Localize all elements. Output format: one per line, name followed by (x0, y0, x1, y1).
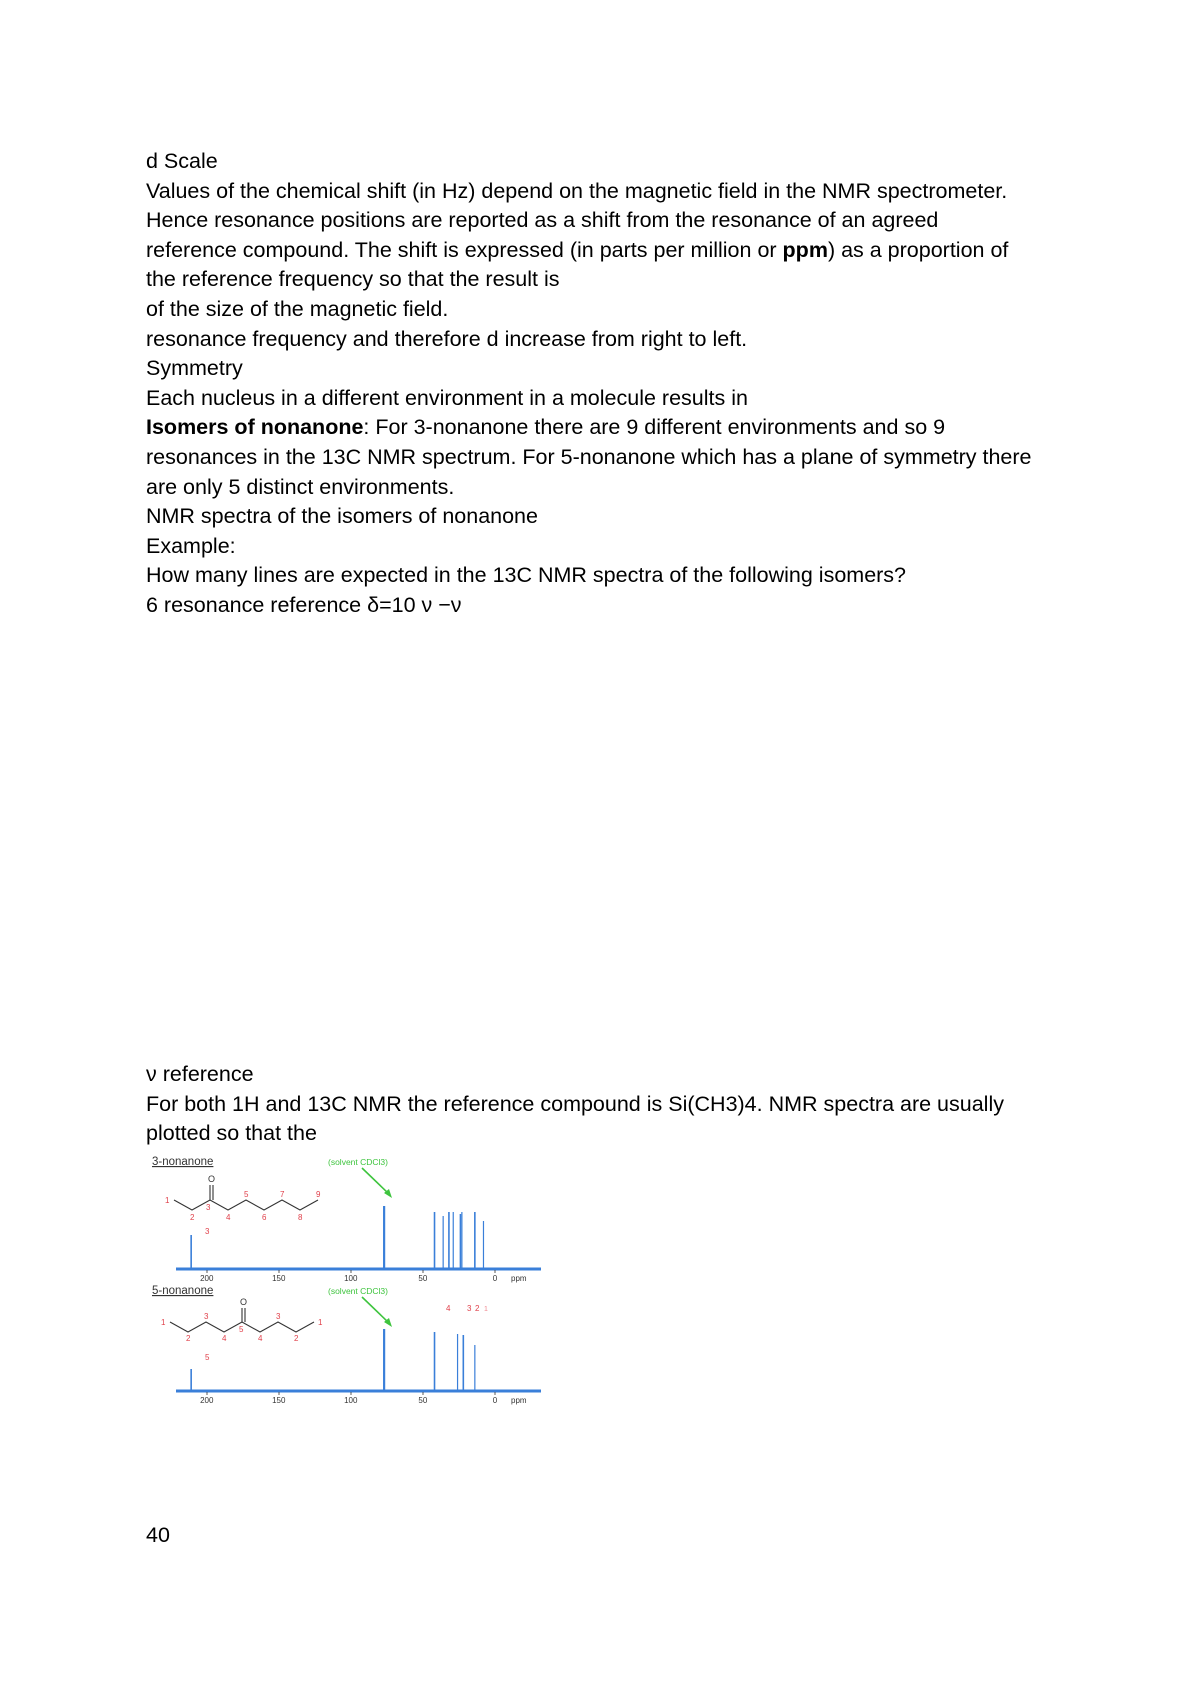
axis-tick-label: 50 (418, 1274, 428, 1283)
oxygen-label: O (240, 1297, 248, 1307)
text-run: : For 3-nonanone there are 9 different environments and so 9 (363, 415, 946, 440)
carbon-label: 8 (298, 1213, 303, 1222)
axis-tick-label: 150 (272, 1396, 286, 1405)
paragraph-line: are only 5 distinct environments. (146, 474, 455, 499)
carbon-label: 1 (165, 1196, 170, 1205)
axis-unit: ppm (511, 1396, 527, 1405)
carbon-label: 4 (258, 1334, 263, 1343)
carbon-label: 6 (262, 1213, 267, 1222)
peaks-5-nonanone (191, 1329, 475, 1391)
paragraph-line (146, 413, 1086, 443)
paragraph-line: resonances in the 13C NMR spectrum. For 5-nonanone which has a plane of symmetry there (146, 444, 1032, 469)
axis-unit: ppm (511, 1274, 527, 1283)
structure-3-nonanone (165, 1174, 321, 1222)
paragraph-line: 6 resonance reference δ=10 ν −ν (146, 592, 462, 617)
spectrum-title: 3-nonanone (152, 1156, 214, 1168)
carbon-label: 4 (226, 1213, 231, 1222)
peak-label: 2 (475, 1304, 480, 1313)
axis-tick-label: 150 (272, 1274, 286, 1283)
axis-ticks (200, 1270, 498, 1283)
paragraph-line: For both 1H and 13C NMR the reference compound is Si(CH3)4. NMR spectra are usually (146, 1091, 1004, 1116)
section-heading-reference: ν reference (146, 1062, 254, 1086)
axis-tick-label: 100 (344, 1396, 358, 1405)
paragraph-line: Example: (146, 533, 236, 558)
peak-label: 5 (205, 1353, 210, 1362)
paragraph-line: Hence resonance positions are reported as a shift from the resonance of an agreed (146, 208, 939, 233)
peak-label: 3 (205, 1227, 210, 1236)
paragraph-line: of the size of the magnetic field. (146, 296, 449, 321)
oxygen-label: O (208, 1174, 216, 1184)
paragraph-line: Values of the chemical shift (in Hz) depend on the magnetic field in the NMR spectrometer. (146, 178, 1008, 203)
paragraph-line (146, 236, 1086, 266)
carbon-label: 2 (190, 1213, 195, 1222)
paragraph-line: Each nucleus in a different environment in a molecule results in (146, 385, 748, 410)
paragraph-line: plotted so that the (146, 1121, 317, 1146)
section-heading-d-scale: d Scale (146, 149, 218, 173)
text-run: reference compound. The shift is expressed (in parts per million or (146, 237, 783, 262)
solvent-label: (solvent CDCl3) (328, 1157, 388, 1167)
carbon-label: 4 (222, 1334, 227, 1343)
carbon-label: 2 (186, 1334, 191, 1343)
peak-label: 4 (446, 1304, 451, 1313)
peak-label: 1 (484, 1306, 488, 1313)
peaks-3-nonanone (191, 1206, 483, 1269)
text-run: ) as a proportion of (827, 237, 1009, 262)
solvent-label: (solvent CDCl3) (328, 1286, 388, 1296)
spectrum-5-nonanone (152, 1285, 541, 1405)
solvent-arrow (362, 1297, 390, 1324)
nmr-spectra-figure (146, 1148, 546, 1408)
carbon-label: 2 (294, 1334, 299, 1343)
carbon-label: 5 (239, 1325, 244, 1334)
carbon-label: 1 (318, 1318, 323, 1327)
carbon-label: 7 (280, 1190, 285, 1199)
axis-tick-label: 0 (492, 1274, 498, 1283)
reference-section (146, 1060, 1086, 1149)
body-text-section (146, 147, 1086, 621)
carbon-label: 9 (316, 1190, 321, 1199)
bold-term-isomers: Isomers of nonanone (146, 415, 364, 440)
axis-tick-label: 0 (492, 1396, 498, 1405)
paragraph-line: NMR spectra of the isomers of nonanone (146, 504, 538, 529)
carbon-label: 5 (244, 1190, 249, 1199)
axis-ticks (200, 1392, 498, 1405)
paragraph-line: resonance frequency and therefore d increase from right to left. (146, 326, 748, 351)
spectrum-3-nonanone (152, 1156, 541, 1283)
carbon-label: 3 (276, 1312, 281, 1321)
spectrum-title: 5-nonanone (152, 1285, 214, 1297)
structure-5-nonanone (161, 1297, 323, 1343)
axis-tick-label: 100 (344, 1274, 358, 1283)
solvent-arrow (362, 1168, 390, 1195)
axis-tick-label: 200 (200, 1274, 214, 1283)
carbon-label: 1 (161, 1318, 166, 1327)
carbon-label: 3 (206, 1203, 211, 1212)
axis-tick-label: 50 (418, 1396, 428, 1405)
paragraph-line: the reference frequency so that the result is (146, 267, 560, 292)
carbon-label: 3 (204, 1312, 209, 1321)
paragraph-line: How many lines are expected in the 13C NMR spectra of the following isomers? (146, 563, 907, 588)
axis-tick-label: 200 (200, 1396, 214, 1405)
section-heading-symmetry: Symmetry (146, 356, 243, 381)
peak-label: 3 (467, 1304, 472, 1313)
page-number: 40 (146, 1523, 170, 1547)
bold-term-ppm: ppm (782, 237, 828, 262)
